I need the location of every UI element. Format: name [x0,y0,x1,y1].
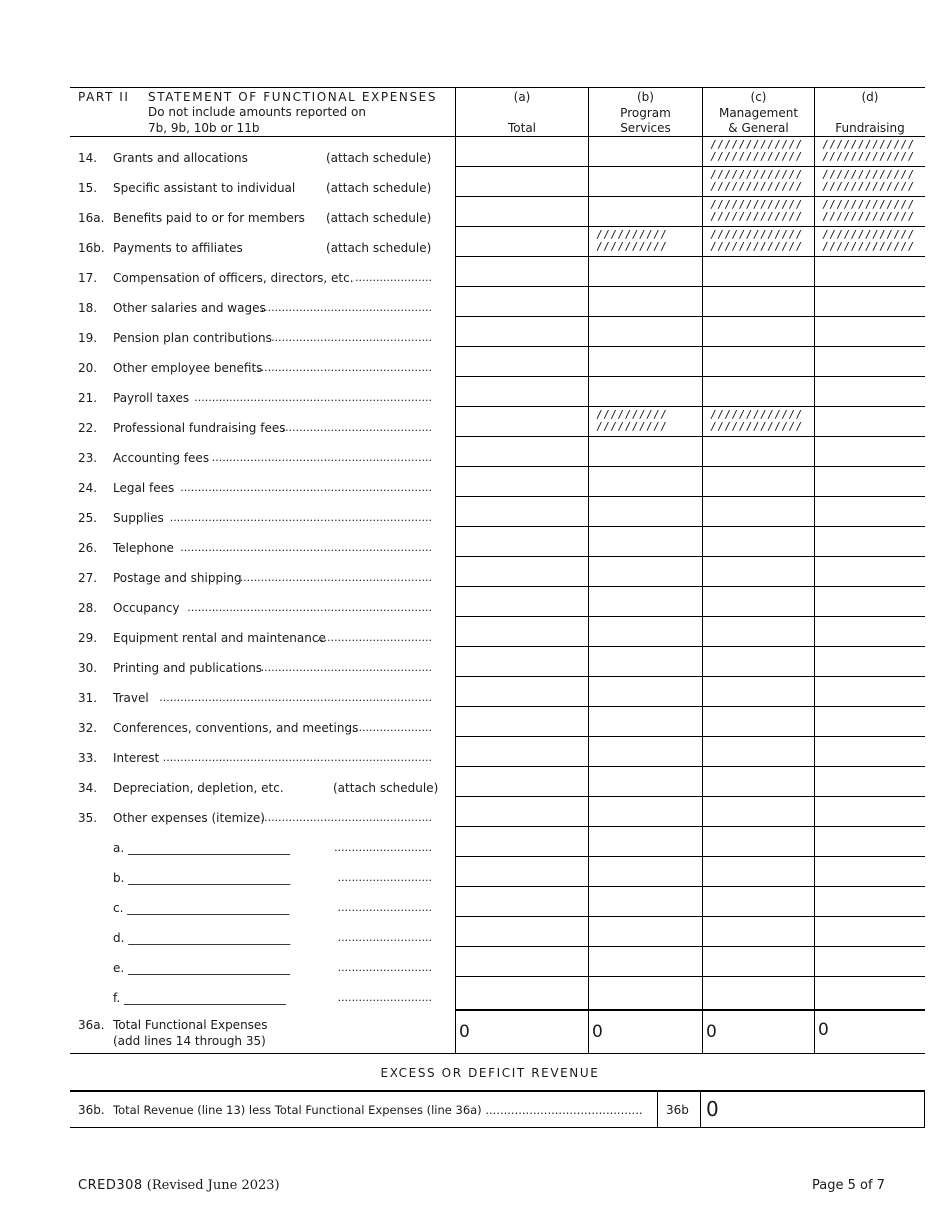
amount-cell-c [703,407,814,436]
amount-cell-c[interactable] [703,737,814,766]
amount-cell-b[interactable] [589,527,702,556]
amount-cell-d[interactable] [815,557,925,586]
amount-cell-b[interactable] [589,467,702,496]
amount-cell-c[interactable] [703,887,814,916]
amount-cell-b[interactable] [589,197,702,226]
row-label: Other employee benefits [113,361,263,375]
row-dot-leaders: ............................................................... [211,451,432,464]
hatched-line: ///////////// [710,198,803,211]
hatched-line: ////////// [596,420,668,433]
amount-cell-d[interactable] [815,797,925,826]
amount-cell-d[interactable] [815,917,925,946]
amount-cell-a[interactable] [456,587,588,616]
row-label: f. ___________________________ [113,991,286,1005]
row-number: 28. [78,601,98,615]
amount-cell-a[interactable] [456,287,588,316]
amount-cell-c[interactable] [703,377,814,406]
amount-cell-d [815,227,925,256]
amount-cell-a[interactable] [456,167,588,196]
row-label: b. ___________________________ [113,871,291,885]
section-note-line2: 7b, 9b, 10b or 11b [148,121,260,135]
total-row-number: 36a. [78,1018,105,1032]
amount-cell-b[interactable] [589,827,702,856]
row-dot-leaders: ........................... [337,991,432,1004]
hatched-line: ///////////// [710,210,803,223]
amount-cell-b[interactable] [589,557,702,586]
amount-cell-a[interactable] [456,377,588,406]
row-label: c. ___________________________ [113,901,290,915]
hatched-line: ///////////// [710,138,803,151]
amount-cell-a[interactable] [456,497,588,526]
row-label: Printing and publications [113,661,263,675]
amount-cell-d[interactable] [815,587,925,616]
row-attach-note: (attach schedule) [326,181,432,195]
hatched-line: ///////////// [710,180,803,193]
amount-cell-a[interactable] [456,137,588,166]
row-label: e. ___________________________ [113,961,291,975]
amount-cell-d[interactable] [815,407,925,436]
row-dot-leaders: ........................... [337,961,432,974]
amount-cell-b[interactable] [589,737,702,766]
row-attach-note: (attach schedule) [333,781,439,795]
row-dot-leaders: ....................................................... [239,571,432,584]
row-dot-leaders: ...................... [355,271,432,284]
row-number: 35. [78,811,98,825]
row-number: 19. [78,331,98,345]
amount-cell-c [703,227,814,256]
amount-cell-a[interactable] [456,677,588,706]
row-dot-leaders: ................................. [316,631,432,644]
amount-cell-a[interactable] [456,797,588,826]
excess-box-divider-2 [700,1091,701,1127]
total-functional-expenses-total[interactable]: 0 [459,1022,470,1042]
row-dot-leaders: ........................................................................ [180,481,432,494]
amount-cell-c[interactable] [703,317,814,346]
row-number: 25. [78,511,98,525]
amount-cell-d[interactable] [815,887,925,916]
amount-cell-a[interactable] [456,527,588,556]
amount-cell-d[interactable] [815,677,925,706]
amount-cell-b[interactable] [589,647,702,676]
amount-cell-b[interactable] [589,377,702,406]
hatched-line: ////////// [596,240,668,253]
row-number: 24. [78,481,98,495]
hatched-line: ///////////// [822,180,915,193]
amount-cell-a[interactable] [456,467,588,496]
amount-cell-c[interactable] [703,347,814,376]
row-dot-leaders: ......................... [344,721,432,734]
row-label: Occupancy [113,601,180,615]
row-label: Specific assistant to individual [113,181,296,195]
total-row-label: Total Functional Expenses [113,1018,268,1032]
hatched-line: ///////////// [710,240,803,253]
hatched-line: ////////// [596,228,668,241]
amount-cell-d[interactable] [815,287,925,316]
amount-cell-a[interactable] [456,767,588,796]
total-row-top-border [455,1009,925,1011]
row-number: 31. [78,691,98,705]
amount-cell-d[interactable] [815,437,925,466]
amount-cell-d[interactable] [815,647,925,676]
form-id: CRED308 (Revised June 2023) [78,1178,280,1193]
amount-cell-d[interactable] [815,257,925,286]
column-header-total: (a) Total [507,90,537,135]
amount-cell-c [703,197,814,226]
amount-cell-c[interactable] [703,827,814,856]
row-dot-leaders: ........................... [337,901,432,914]
amount-cell-d [815,167,925,196]
amount-cell-c[interactable] [703,947,814,976]
excess-section-title: EXCESS OR DEFICIT REVENUE [380,1066,600,1080]
row-label: Conferences, conventions, and meetings [113,721,359,735]
row-dot-leaders: ................................................. [260,661,432,674]
row-label: Legal fees [113,481,175,495]
row-label: Interest [113,751,160,765]
row-dot-leaders: .............................................. [271,331,432,344]
hatched-line: ///////////// [822,138,915,151]
part-label: PART II [78,90,130,104]
amount-cell-b[interactable] [589,137,702,166]
amount-cell-c[interactable] [703,587,814,616]
total-functional-expenses-program[interactable]: 0 [592,1022,603,1042]
row-number: 18. [78,301,98,315]
amount-cell-b[interactable] [589,437,702,466]
row-dot-leaders: ........................................................................... [169,511,432,524]
hatched-line: ///////////// [822,240,915,253]
column-header-program-services: (b) Program Services [620,90,671,135]
amount-cell-b[interactable] [589,767,702,796]
hatched-line: ///////////// [710,420,803,433]
amount-cell-c[interactable] [703,557,814,586]
amount-cell-a[interactable] [456,707,588,736]
row-dot-leaders: ........................... [337,871,432,884]
row-label: Compensation of officers, directors, etc. [113,271,354,285]
amount-cell-b[interactable] [589,977,702,1006]
row-label: Other salaries and wages [113,301,266,315]
row-number: 32. [78,721,98,735]
page-number: Page 5 of 7 [812,1178,885,1193]
amount-cell-b[interactable] [589,707,702,736]
amount-cell-c[interactable] [703,497,814,526]
amount-cell-c[interactable] [703,677,814,706]
amount-cell-a[interactable] [456,887,588,916]
amount-cell-a[interactable] [456,647,588,676]
hatched-line: ///////////// [822,228,915,241]
row-number: 29. [78,631,98,645]
amount-cell-d[interactable] [815,977,925,1006]
amount-cell-b[interactable] [589,257,702,286]
amount-cell-b [589,407,702,436]
excess-row-label: Total Revenue (line 13) less Total Functional Expenses (line 36a) ........................................... [113,1103,643,1117]
amount-cell-a[interactable] [456,227,588,256]
row-label: Payments to affiliates [113,241,243,255]
row-dot-leaders: .................................................................... [194,391,432,404]
row-dot-leaders: ........................................................................ [180,541,432,554]
amount-cell-d[interactable] [815,497,925,526]
amount-cell-a[interactable] [456,827,588,856]
hatched-line: ///////////// [710,228,803,241]
row-number: 34. [78,781,98,795]
amount-cell-c [703,137,814,166]
table-bottom-border [70,1053,925,1054]
hatched-line: ///////////// [710,150,803,163]
amount-cell-c[interactable] [703,917,814,946]
row-number: 30. [78,661,98,675]
amount-cell-b[interactable] [589,677,702,706]
amount-cell-d[interactable] [815,317,925,346]
amount-cell-d[interactable] [815,767,925,796]
row-attach-note: (attach schedule) [326,151,432,165]
excess-box-bottom [70,1127,925,1128]
amount-cell-a[interactable] [456,857,588,886]
hatched-line: ///////////// [710,168,803,181]
amount-cell-b[interactable] [589,587,702,616]
excess-box-divider-1 [657,1091,658,1127]
row-dot-leaders: .............................................................................. [159,691,432,704]
excess-deficit-value[interactable]: 0 [706,1097,719,1121]
row-label: Travel [113,691,149,705]
row-dot-leaders: .................................................. [257,361,432,374]
amount-cell-d[interactable] [815,347,925,376]
amount-cell-d[interactable] [815,827,925,856]
amount-cell-c[interactable] [703,617,814,646]
row-label: Depreciation, depletion, etc. [113,781,284,795]
row-number: 33. [78,751,98,765]
amount-cell-b [589,227,702,256]
row-number: 20. [78,361,98,375]
hatched-line: ///////////// [822,210,915,223]
row-number: 16a. [78,211,105,225]
row-dot-leaders: ...................................................................... [187,601,432,614]
amount-cell-c[interactable] [703,287,814,316]
total-row-sublabel: (add lines 14 through 35) [113,1034,266,1048]
row-attach-note: (attach schedule) [326,241,432,255]
row-number: 15. [78,181,98,195]
row-label: Payroll taxes [113,391,190,405]
excess-box-top [70,1090,925,1092]
excess-row-number: 36b. [78,1103,105,1117]
amount-cell-a[interactable] [456,407,588,436]
amount-cell-a[interactable] [456,917,588,946]
excess-box-label: 36b [666,1103,689,1117]
amount-cell-c[interactable] [703,527,814,556]
row-label: Postage and shipping [113,571,242,585]
amount-cell-a[interactable] [456,947,588,976]
row-dot-leaders: ............................................................................. [162,751,432,764]
hatched-line: ///////////// [822,168,915,181]
amount-cell-d[interactable] [815,527,925,556]
row-label: Supplies [113,511,164,525]
amount-cell-b[interactable] [589,887,702,916]
total-functional-expenses-fundraising[interactable]: 0 [818,1020,829,1040]
amount-cell-d[interactable] [815,467,925,496]
amount-cell-b[interactable] [589,347,702,376]
hatched-line: ///////////// [822,150,915,163]
amount-cell-a[interactable] [456,977,588,1006]
amount-cell-c[interactable] [703,467,814,496]
column-header-fundraising: (d) Fundraising [835,90,905,135]
row-number: 16b. [78,241,105,255]
amount-cell-a[interactable] [456,317,588,346]
row-label: d. ___________________________ [113,931,291,945]
row-number: 14. [78,151,98,165]
amount-cell-b[interactable] [589,617,702,646]
row-label: Telephone [113,541,174,555]
amount-cell-d[interactable] [815,737,925,766]
table-top-border [70,87,925,88]
amount-cell-d [815,197,925,226]
amount-cell-c[interactable] [703,437,814,466]
hatched-line: ////////// [596,408,668,421]
amount-cell-c[interactable] [703,647,814,676]
amount-cell-b[interactable] [589,167,702,196]
amount-cell-a[interactable] [456,347,588,376]
row-number: 27. [78,571,98,585]
amount-cell-d[interactable] [815,617,925,646]
amount-cell-c[interactable] [703,257,814,286]
amount-cell-b[interactable] [589,497,702,526]
amount-cell-c[interactable] [703,797,814,826]
row-dot-leaders: ............................ [334,841,432,854]
amount-cell-b[interactable] [589,857,702,886]
row-label: Equipment rental and maintenance [113,631,326,645]
amount-cell-c[interactable] [703,767,814,796]
row-label: Pension plan contributions [113,331,272,345]
amount-cell-a[interactable] [456,197,588,226]
amount-cell-a[interactable] [456,737,588,766]
row-dot-leaders: ................................................. [260,811,432,824]
hatched-line: ///////////// [710,408,803,421]
amount-cell-a[interactable] [456,617,588,646]
row-label: a. ___________________________ [113,841,290,855]
section-title: STATEMENT OF FUNCTIONAL EXPENSES [148,90,438,104]
row-number: 23. [78,451,98,465]
section-note-line1: Do not include amounts reported on [148,105,366,119]
amount-cell-c [703,167,814,196]
amount-cell-d[interactable] [815,377,925,406]
row-dot-leaders: ........................................... [281,421,432,434]
amount-cell-d [815,137,925,166]
row-label: Professional fundraising fees [113,421,286,435]
total-functional-expenses-management[interactable]: 0 [706,1022,717,1042]
row-attach-note: (attach schedule) [326,211,432,225]
amount-cell-b[interactable] [589,947,702,976]
amount-cell-c[interactable] [703,857,814,886]
amount-cell-a[interactable] [456,557,588,586]
hatched-line: ///////////// [822,198,915,211]
row-dot-leaders: ........................... [337,931,432,944]
row-number: 22. [78,421,98,435]
row-number: 21. [78,391,98,405]
row-number: 17. [78,271,98,285]
row-dot-leaders: ................................................. [260,301,432,314]
amount-cell-b[interactable] [589,797,702,826]
row-label: Accounting fees [113,451,210,465]
column-header-management-general: (c) Management & General [718,90,799,135]
amount-cell-a[interactable] [456,437,588,466]
amount-cell-c[interactable] [703,977,814,1006]
amount-cell-d[interactable] [815,707,925,736]
amount-cell-b[interactable] [589,287,702,316]
amount-cell-c[interactable] [703,707,814,736]
amount-cell-d[interactable] [815,857,925,886]
amount-cell-a[interactable] [456,257,588,286]
row-label: Other expenses (itemize) [113,811,265,825]
amount-cell-b[interactable] [589,317,702,346]
amount-cell-b[interactable] [589,917,702,946]
row-number: 26. [78,541,98,555]
excess-box-right [924,1090,925,1128]
row-label: Benefits paid to or for members [113,211,305,225]
amount-cell-d[interactable] [815,947,925,976]
row-label: Grants and allocations [113,151,248,165]
